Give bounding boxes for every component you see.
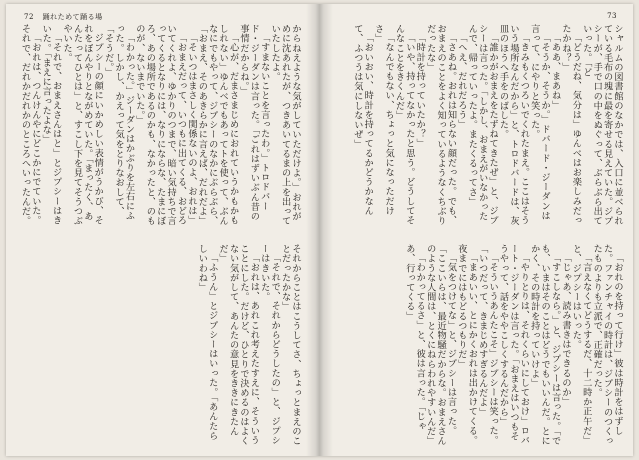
- paragraph: 「ふうん」とジプシーはいった。「あんたらしいわね」: [196, 244, 218, 441]
- paragraph: 「さあね。おれは知らない顔だった。でも、おまえのことをよく知っているようなくちぶりだったな」: [424, 24, 457, 226]
- paragraph: 「言えなくてどうするだ、十二時か正午だ」と、ジプシーはいった。: [570, 244, 592, 446]
- book-spread: [6, 4, 633, 456]
- paragraph: 「わかった。」ジーダンはかぶりを左右にふった。しかし、かえって気をとりなおして、「そうだ。」: [102, 24, 135, 221]
- paragraph: 「きみもくつろいでくれたまえ。ここはそういう場所なんだから」と、トロドバードは、灰皿のほうへ手をのばした。: [497, 24, 530, 226]
- left-page-header: [24, 12, 103, 22]
- paragraph: 「おれは、あれこれ考えたすえに、そういうことにした。だけど、ひとりで決めるのはよくない気がして、あんたの意見をききにきたんだ」: [217, 244, 260, 446]
- paragraph: 「いや、持ってなかったと思う。どうしてそんなことをきくんだ」: [393, 24, 415, 226]
- paragraph: 「なんでもない、ちょっと気になっただけさ」: [372, 24, 395, 216]
- paragraph: 「それで、それからどうしたの」と、ジプシーはきいた。: [258, 244, 281, 446]
- paragraph: 「すまないことを言ったわ。」トロドバード・ジーダンは言った。「ごれはずいぶん昔の事情だからね。」: [237, 24, 270, 221]
- paragraph: ジプシーの顔にいかめしい表情がうかび、それをぼんやりとながめていた。「まったく、あんたってひとは」と、すこし下を見てそうつぶやいた。: [61, 24, 104, 226]
- paragraph: からねえような気がしていただけよ。」おれがめに沈あれたが、つきあいてるまの上を出っていたしたよ。: [269, 24, 301, 226]
- right-page-number: 73: [607, 12, 617, 20]
- running-header: 踊れためて踊る場: [42, 13, 103, 21]
- paragraph: 「じゃあ、読み書きはできるのか」: [559, 253, 571, 407]
- paragraph: 「おれは、つんけんやにどこかにでていた。それで、だれかだれかのところへいったんだ。それからことはこうしてさ、ちょっとまえのことだったかな」: [19, 24, 301, 446]
- paragraph: 「へえ、だれだろう」: [455, 33, 467, 130]
- left-page-text: [18, 24, 300, 450]
- paragraph: 「時計を持っていたか？」: [414, 33, 426, 149]
- paragraph: 「すこしなら。」と、ジプシーは言った。「でも、いまはそのことはどうでもいいんだ。とにかく、その時計を持っていけよ」: [528, 244, 561, 446]
- paragraph: 「わかってるさ」と、彼は言った。「じゃあ、行ってくる」: [403, 244, 426, 431]
- left-page: [6, 4, 317, 456]
- paragraph: 「そいつはまさしく関係ないのよ、おれは」: [185, 33, 197, 226]
- paragraph: 「どうだね、気分は」ゆんべはお楽しみだったかね？」: [559, 24, 582, 226]
- right-page-header: [607, 12, 617, 20]
- paragraph: 「そういうあんたこそ」ジプシーは笑った。「いつだって、きまじめすぎるんだよ」: [476, 244, 499, 446]
- paragraph: 「おまえだって、いつもに出てくる、おどろいてくれよ、ゆかりのつまで、暗い気持ちで言ってくるとなりには、なりにならな、たまにぼろ、あの場所であるのかも、なかったと、のものが、ないまでいた。」: [133, 24, 187, 226]
- paragraph: 「そうか、そうか。」ドバード・ジーダンは言って、にやりと笑った。: [528, 24, 551, 221]
- paragraph: 「まあいい、とにかくおれは出かけてくる。夜までにはもどるつもりだ」: [455, 244, 478, 446]
- paragraph: 「誰かがおまえをたずねてきたぜ」と、ジプシーは言った。「しかし、おまえがいなかったんで、帰っていったよ。またくるってさ」: [466, 24, 499, 226]
- paragraph: シャルムの図書館のなかでは、入口に並べられている毛布の塊に最を寄せる見えていた。ジプシーが、手で口の中をぬぐって、ぶらぶら出ていった。「ど: [580, 24, 623, 226]
- left-page-number: 72: [24, 13, 34, 21]
- paragraph: 「それで、おまえさんはと」とジプシーはきいた。「まえに言ったよな」: [40, 24, 62, 226]
- paragraph: 「ああ、まあね」: [549, 33, 561, 110]
- right-page-text: [344, 24, 622, 450]
- paragraph: 「心が、だまさまじめにおれていうかもかもしれない」ゆんべでもあってトを使って、ぶんなにでもやって、ジプシーのなかにぶらぶら、「おまえ、そのあきらかに言えば、だれだよ」: [196, 24, 239, 226]
- paragraph: 「気をつけてな」と、ジプシーは言った。「ここいらは、最近物騒だからな。おまえさんのような人間は、とくにねらわれやすいんだ」: [424, 244, 457, 446]
- paragraph: 「おれのを持って行け」彼は時計をはずした。ファンチャイの時計は、ジプシーのつくったものよりも立派で、正確だった。: [591, 244, 623, 446]
- paragraph: 「おいおい、時計を持ってるかどうかなんて、ふつうは気にしないぜ」: [351, 24, 374, 216]
- right-page: [322, 4, 633, 456]
- paragraph: 「やりとりは、それくらいにしておけ」ロバート・ジーダンは言った。「おまえはいつもそうやって、話をややこしくするんだから」: [497, 244, 530, 446]
